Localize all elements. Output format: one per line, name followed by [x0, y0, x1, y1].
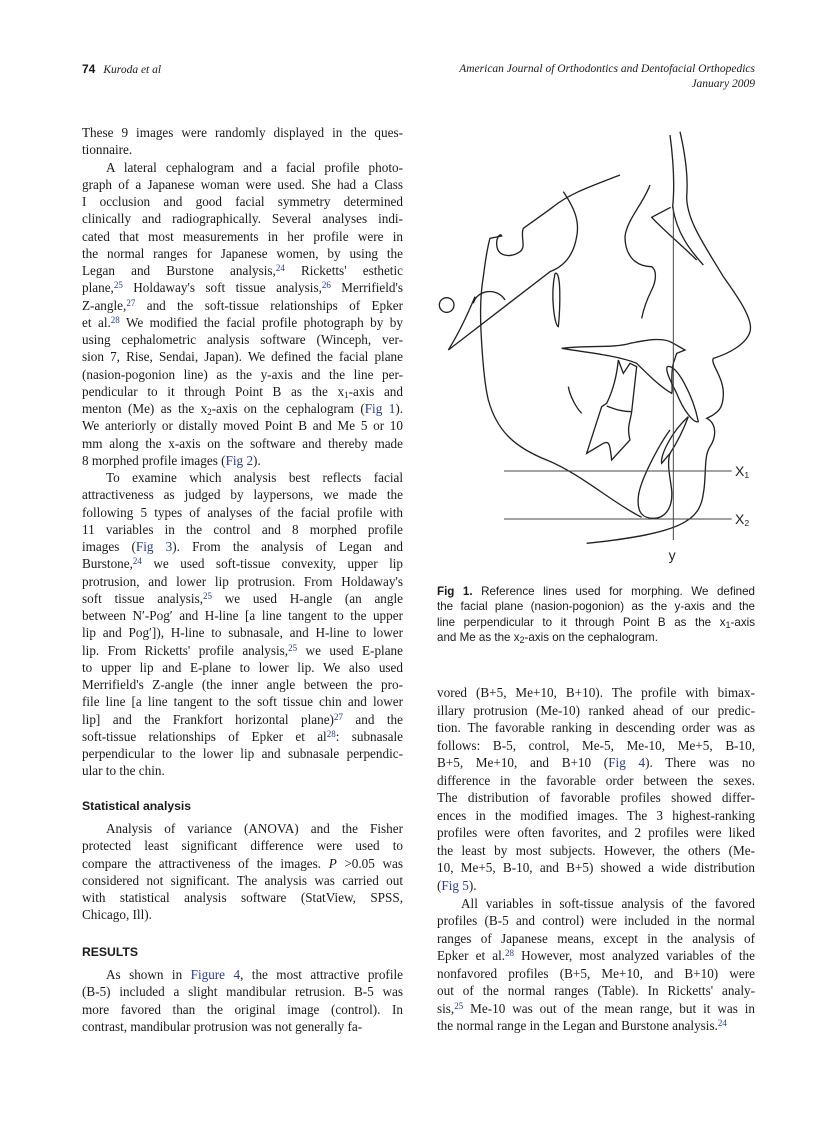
text-line [437, 684, 755, 702]
text-run: tion. The favorable ranking in descending order was as [437, 720, 755, 736]
text-line [82, 228, 403, 245]
text-run: Merrifield's Z-angle (the inner angle between the pro- [82, 677, 403, 692]
citation-superscript: 28 [505, 948, 515, 959]
text-line [82, 141, 403, 158]
text-run: We modified the facial profile photograph by by [119, 314, 403, 330]
palate [562, 339, 685, 393]
text-run: to upper lip and E-plane to lower lip. We also used [82, 659, 403, 675]
text-line [437, 789, 755, 807]
text-run: : subnasale [335, 728, 403, 744]
text-run: out of the normal ranges (Table). In Ricketts' analy- [437, 983, 755, 999]
text-line [82, 642, 403, 659]
symphysis [638, 430, 672, 518]
text-run: we used H-angle (an angle [212, 590, 403, 606]
text-line [437, 859, 755, 877]
text-run: tionnaire. [82, 142, 133, 158]
text-run: ). [468, 878, 477, 894]
paragraph [437, 895, 755, 1035]
text-run: images ( [82, 539, 136, 554]
text-line [82, 331, 403, 348]
text-line [82, 983, 403, 1000]
text-run: lip] and the Frankfort horizontal plane) [82, 711, 334, 727]
text-run: Reference lines used for morphing. We defined [472, 585, 755, 598]
text-line [437, 615, 755, 630]
text-line [82, 176, 403, 193]
text-run: attractiveness as judged by laypersons, we made the [82, 487, 403, 503]
text-run: B+5, Me+10, and B+10 ( [437, 755, 609, 771]
text-run: profiles were often favorites, and 2 profiles were liked [437, 825, 755, 841]
text-line [82, 297, 403, 314]
text-run: Me-10 was out of the mean range, but it was in [463, 1000, 755, 1016]
paragraph [82, 966, 403, 1035]
text-run: (nasion-pogonion line) as the y-axis and the line per- [82, 366, 403, 382]
text-run: the least by most subjects. However, the others (Me- [437, 842, 755, 858]
condyle-arc [473, 292, 505, 304]
text-run: menton (Me) as the x [82, 401, 208, 416]
text-run: Epker et al. [437, 948, 506, 964]
text-run: The distribution of favorable profiles showed differ- [437, 790, 755, 806]
caption-label: Fig 1. [437, 585, 473, 598]
text-line [82, 417, 403, 434]
text-line [82, 762, 403, 779]
text-run: soft tissue analysis, [82, 590, 204, 606]
text-line [82, 504, 403, 521]
text-line [437, 772, 755, 790]
text-run: lip and Pog′]), H-line to subnasale, and H-line to lower [82, 625, 403, 641]
left-column-body [82, 124, 403, 780]
text-run: and the soft-tissue relationships of Epker [135, 297, 403, 313]
text-line [82, 262, 403, 279]
text-line [82, 745, 403, 762]
text-run: we used E-plane [297, 642, 403, 658]
text-line [82, 124, 403, 141]
journal-title: American Journal of Orthodontics and Dentofacial Orthopedics [459, 63, 755, 75]
text-run: sis, [437, 1000, 455, 1016]
text-run: more favored than the original image (control). In [82, 1001, 403, 1017]
text-line [82, 486, 403, 503]
lower-incisor [661, 417, 688, 464]
text-run: mm along the x-axis on the software and thereby made [82, 435, 403, 451]
text-line [82, 837, 403, 854]
section-heading-statistical: Statistical analysis [82, 799, 192, 813]
citation-superscript: 25 [203, 590, 213, 601]
text-line [82, 400, 403, 417]
text-run: 11 variables in the control and 8 morphed profile [82, 521, 403, 537]
text-run: and the [342, 711, 404, 727]
text-run: -axis on the cephalogram ( [211, 401, 365, 416]
text-line [82, 452, 403, 469]
text-run: Analysis of variance (ANOVA) and the Fisher [106, 821, 403, 836]
text-run: A lateral cephalogram and a facial profile photo- [106, 159, 403, 175]
text-line [437, 1000, 755, 1018]
text-run: ranges of Japanese means, except in the analysis of [437, 930, 755, 946]
text-line [437, 824, 755, 842]
text-line [82, 348, 403, 365]
text-line [437, 912, 755, 930]
text-run: ). From the analysis of Legan and [172, 539, 404, 554]
text-run: Merrifield's [330, 280, 404, 296]
citation-superscript: 26 [321, 280, 331, 291]
text-line [82, 820, 403, 837]
text-run: -axis [730, 615, 755, 629]
text-line [82, 469, 403, 486]
text-line [82, 245, 403, 262]
text-run: plane, [82, 280, 114, 296]
citation-superscript: 25 [113, 280, 123, 291]
citation-superscript: 25 [454, 1000, 464, 1011]
text-run: protrusion, and lower lip protrusion. From Holdaway's [82, 573, 403, 589]
text-line [82, 607, 403, 624]
text-line [82, 855, 403, 872]
text-run: clinically and radiographically. Several analyses indi- [82, 211, 403, 227]
issue-date: January 2009 [691, 78, 755, 90]
text-run: and Me as the x [437, 631, 520, 645]
text-run: As shown in [106, 967, 191, 982]
text-line [82, 366, 403, 383]
text-line [437, 584, 755, 599]
text-run: -axis on the cephalogram. [524, 631, 658, 645]
text-run: Chicago, Ill). [82, 907, 152, 923]
text-run: These 9 images were randomly displayed in the ques- [82, 125, 403, 140]
text-line [437, 842, 755, 860]
subscript: 2 [519, 635, 525, 646]
text-run: However, most analyzed variables of the [514, 948, 755, 964]
text-run: 10, Me+5, B-10, and B+5) showed a wide distribution [437, 860, 755, 876]
text-run: with statistical analysis software (StatView, SPSS, [82, 890, 403, 905]
text-run: profiles (B-5 and control) were included in the normal [437, 913, 755, 929]
text-line [82, 728, 403, 745]
text-line [82, 659, 403, 676]
text-line [82, 693, 403, 710]
citation-superscript: 24 [132, 556, 142, 567]
citation-superscript: 27 [126, 297, 136, 308]
text-line [437, 719, 755, 737]
text-run: Ricketts' esthetic [284, 263, 403, 278]
text-line [82, 872, 403, 889]
right-column-body [437, 684, 755, 1035]
text-run: the normal ranges for Japanese women, by using the [82, 245, 403, 261]
text-line [82, 159, 403, 176]
running-header-left [82, 62, 161, 76]
text-run: All variables in soft-tissue analysis of the favored [461, 895, 755, 911]
text-line [82, 889, 403, 906]
text-run: difference in the favorable order between the sexes. [437, 772, 755, 788]
frontal-outline [625, 185, 655, 318]
cranial-base [481, 175, 642, 517]
citation-superscript: 28 [326, 728, 336, 739]
text-run: compare the attractiveness of the images. [82, 855, 329, 871]
cheek-arc [568, 387, 581, 414]
text-line [82, 1001, 403, 1018]
results-body [82, 966, 403, 1035]
text-line [437, 965, 755, 983]
text-line [437, 1017, 755, 1035]
ear-rod [439, 298, 454, 313]
text-line [82, 676, 403, 693]
text-line [437, 877, 755, 895]
text-run: soft-tissue relationships of Epker et al [82, 728, 327, 744]
paragraph [437, 684, 755, 895]
citation-superscript: 25 [288, 642, 298, 653]
text-run: nonfavored profiles (B+5, Me+10, and B+10) were [437, 965, 755, 981]
text-line [82, 538, 403, 555]
text-run: contrast, mandibular protrusion was not generally fa- [82, 1018, 363, 1034]
text-run: following 5 types of analyses of the facial profile with [82, 504, 403, 520]
figure-1-caption [437, 584, 755, 646]
figure-link[interactable]: Fig 5 [441, 878, 469, 894]
text-line [437, 630, 755, 645]
text-run: cated that most measurements in her profile were in [82, 228, 403, 244]
text-run: I occlusion and good facial symmetry determined [82, 194, 403, 209]
text-line [82, 314, 403, 331]
text-run: the normal range in the Legan and Burstone analysis. [437, 1018, 718, 1034]
figure-link[interactable]: Fig 2 [225, 452, 254, 468]
text-run: illary protrusion (Me-10) ranked ahead of our predic- [437, 702, 755, 718]
text-run: sion 7, Rise, Sendai, Japan). We defined the facial plane [82, 349, 403, 365]
text-run: file line [a line tangent to the soft tissue chin and lower [82, 694, 403, 710]
citation-superscript: 24 [275, 263, 285, 273]
figure-link[interactable]: Fig 1 [364, 401, 396, 416]
text-line [437, 895, 755, 913]
text-line [82, 711, 403, 728]
citation-superscript: 28 [110, 314, 120, 325]
x2-label: X2 [735, 511, 750, 528]
statistical-body [82, 820, 403, 924]
text-line [437, 702, 755, 720]
text-run: protected least significant difference were used to [82, 838, 403, 854]
text-line [82, 383, 403, 400]
text-run: ). There was no [645, 755, 756, 771]
text-line [437, 947, 755, 965]
text-run: 8 morphed profile images ( [82, 452, 226, 468]
text-run: between N′-Pog′ and H-line [a line tangent to the upper [82, 608, 403, 623]
text-line [82, 1018, 403, 1035]
text-line [82, 193, 403, 210]
text-run: >0.05 was [336, 855, 403, 871]
soft-tissue-profile [587, 132, 751, 544]
text-run: the facial plane (nasion-pogonion) as the y-axis and the [437, 600, 755, 614]
section-heading-results: RESULTS [82, 945, 138, 959]
text-run: we used soft-tissue convexity, upper lip [141, 556, 403, 572]
text-run: ). [395, 401, 404, 416]
text-line [82, 521, 403, 538]
figure-link[interactable]: Figure 4 [190, 967, 241, 982]
text-line [82, 279, 403, 296]
text-line [437, 807, 755, 825]
text-run: Holdaway's soft tissue analysis, [122, 280, 322, 296]
subscript: 1 [344, 389, 349, 400]
text-run: ( [437, 878, 442, 894]
molar [587, 360, 637, 460]
x1-label: X1 [735, 463, 750, 480]
figure-link[interactable]: Fig 4 [608, 755, 646, 771]
text-run: (B-5) included a slight mandibular retrusion. B-5 was [82, 984, 403, 1000]
subscript: 2 [207, 407, 212, 417]
figure-1-cephalogram [430, 110, 770, 570]
text-line [437, 754, 755, 772]
text-run: We anteriorly or distally moved Point B and Me 5 or 10 [82, 418, 403, 434]
paragraph [82, 469, 403, 780]
paragraph [82, 159, 403, 470]
text-run: lip. From Ricketts' profile analysis, [82, 642, 289, 658]
text-run: ular to the chin. [82, 763, 165, 779]
text-run: pendicular to it through Point B as the x [82, 383, 345, 399]
text-line [437, 982, 755, 1000]
text-run: ). [253, 452, 261, 468]
text-run: graph of a Japanese woman were used. She had a Class [82, 176, 403, 192]
text-run: Burstone, [82, 556, 133, 572]
text-run: ences in the modified images. The 3 highest-ranking [437, 807, 755, 823]
text-line [437, 599, 755, 614]
text-run: using cephalometric analysis software (Winceph, ver- [82, 332, 403, 347]
text-line [82, 906, 403, 923]
paragraph [82, 124, 403, 159]
authors: Kuroda et al [103, 64, 162, 76]
text-line [82, 590, 403, 607]
running-header-right [459, 62, 755, 92]
text-line [82, 435, 403, 452]
text-run: Legan and Burstone analysis, [82, 263, 276, 278]
text-run: follows: B-5, control, Me-5, Me-10, Me+5, B-10, [437, 737, 755, 753]
italic-text: P [328, 855, 337, 871]
figure-link[interactable]: Fig 3 [135, 539, 173, 554]
text-run: -axis and [348, 383, 403, 399]
subscript: 1 [725, 619, 731, 630]
text-line [82, 210, 403, 227]
text-run: To examine which analysis best reflects facial [106, 470, 403, 485]
text-run: considered not significant. The analysis was carried out [82, 872, 403, 888]
page-number: 74 [82, 62, 96, 76]
text-line [437, 737, 755, 755]
text-run: vored (B+5, Me+10, B+10). The profile with bimax- [437, 685, 755, 700]
text-line [437, 930, 755, 948]
text-line [82, 555, 403, 572]
text-run: et al. [82, 314, 111, 330]
citation-superscript: 24 [717, 1018, 727, 1029]
text-run: Z-angle, [82, 297, 127, 313]
paragraph [82, 820, 403, 924]
text-run: , the most attractive profile [240, 967, 403, 982]
text-line [82, 966, 403, 983]
citation-superscript: 27 [333, 711, 343, 722]
pterygomaxillary-fissure [553, 273, 560, 327]
text-line [82, 624, 403, 641]
text-line [82, 573, 403, 590]
text-run: line perpendicular to it through Point B as the x [437, 615, 726, 629]
text-run: perpendicular to the lower lip and subnasale perpendic- [82, 746, 403, 761]
y-label: y [668, 547, 676, 563]
